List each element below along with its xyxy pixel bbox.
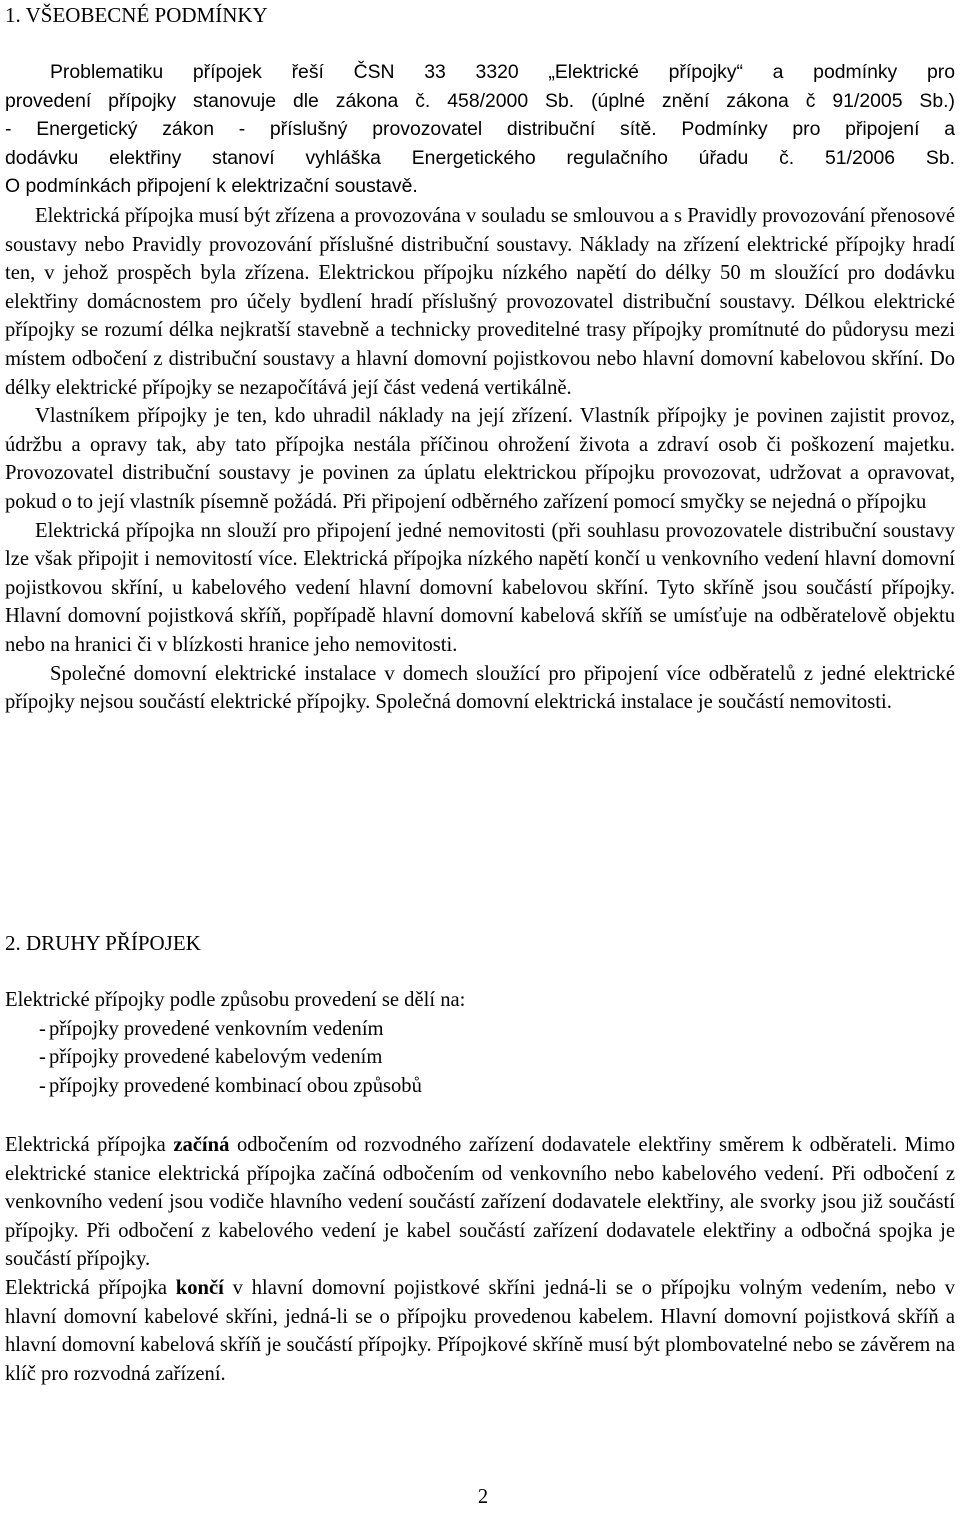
- connection-end-paragraph: [5, 1274, 955, 1388]
- section-1-heading: 1. VŠEOBECNÉ PODMÍNKY: [5, 3, 268, 27]
- paragraph-4: Společné domovní elektrické instalace v domech sloužící pro připojení více odběratelů z jedné elektrické přípojky nejsou součástí elektrické přípojky. Společná domovní elektrická instalace je součástí nemovitosti.: [5, 662, 955, 714]
- list-intro: Elektrické přípojky podle způsobu provedení se dělí na:: [5, 989, 466, 1011]
- paragraph-2: Vlastníkem přípojky je ten, kdo uhradil náklady na její zřízení. Vlastník přípojky je povinen zajistit provoz, údržbu a opravy tak, aby tato přípojka nestála příčinou ohrožení života a zdraví osob či poškození majetku. Provozovatel distribuční soustavy je povinen za úplatu elektrickou přípojku provozovat, udržovat a opravovat, pokud o to její vlastník písemně požádá. Při připojení odběrného zařízení pomocí smyčky se nejedná o přípojku: [5, 405, 955, 513]
- intro-line-2: provedení přípojky stanovuje dle zákona č. 458/2000 Sb. (úplné znění zákona č 91/2005 Sb.): [5, 89, 955, 112]
- list-dash: -: [39, 1074, 46, 1097]
- section-2-body: [5, 1131, 955, 1388]
- end-text-after: v hlavní domovní pojistkové skříni jedná-li se o přípojku volným vedením, nebo v hlavní domovní kabelové skříni, jedná-li se o přípojku provedenou kabelem. Hlavní domovní pojistková skříň a hlavní domovní kabelová skříň je součástí přípojky. Přípojkové skříně musí být plombovatelné nebo se závěrem na klíč pro rozvodná zařízení.: [5, 1276, 955, 1385]
- list-dash: -: [39, 1017, 46, 1040]
- section-1-body: [5, 202, 955, 717]
- page-number: 2: [477, 1486, 489, 1508]
- connection-start-paragraph: [5, 1131, 955, 1274]
- paragraph-3: Elektrická přípojka nn slouží pro připojení jedné nemovitosti (při souhlasu provozovatele distribuční soustavy lze však připojit i nemovitostí více. Elektrická přípojka nízkého napětí končí u venkovního vedení hlavní domovní pojistkovou skříní, u kabelového vedení hlavní domovní kabelovou skříní. Tyto skříně jsou součástí přípojky. Hlavní domovní pojistková skříň, popřípadě hlavní domovní kabelová skříň se umísťuje na odběratelově objektu nebo na hranici či v blízkosti hranice jeho nemovitosti.: [5, 519, 955, 656]
- list-item: [5, 1015, 955, 1044]
- intro-line-5: O podmínkách připojení k elektrizační soustavě.: [5, 175, 418, 198]
- end-keyword: končí: [175, 1276, 224, 1299]
- section-2-heading: 2. DRUHY PŘÍPOJEK: [5, 931, 201, 955]
- section-2-list-block: [5, 986, 955, 1100]
- intro-line-4: dodávku elektřiny stanoví vyhláška Energetického regulačního úřadu č. 51/2006 Sb.: [5, 146, 955, 169]
- list-item-text: přípojky provedené kabelovým vedením: [49, 1046, 383, 1069]
- start-text-after: odbočením od rozvodného zařízení dodavatele elektřiny směrem k odběrateli. Mimo elektrické stanice elektrická přípojka začíná odbočením od venkovního nebo kabelového vedení. Při odbočení z venkovního vedení jsou vodiče hlavního vedení součástí zařízení dodavatele elektřiny, ale svorky jsou již součástí přípojky. Při odbočení z kabelového vedení je kabel součástí zařízení dodavatele elektřiny a odbočná spojka je součástí přípojky.: [5, 1134, 956, 1271]
- list-item-text: přípojky provedené kombinací obou způsobů: [49, 1074, 422, 1097]
- section-1-intro: [5, 58, 955, 201]
- list-dash: -: [39, 1046, 46, 1069]
- paragraph-1: Elektrická přípojka musí být zřízena a provozována v souladu se smlouvou a s Pravidly provozování přenosové soustavy nebo Pravidly provozování příslušné distribuční soustavy. Náklady na zřízení elektrické přípojky hradí ten, v jehož prospěch byla zřízena. Elektrickou přípojku nízkého napětí do délky 50 m sloužící pro dodávku elektřiny domácnostem pro účely bydlení hradí příslušný provozovatel distribuční soustavy. Délkou elektrické přípojky se rozumí délka nejkratší stavebně a technicky proveditelné trasy přípojky promítnuté do půdorysu mezi místem odbočení z distribuční soustavy a hlavní domovní pojistkovou nebo hlavní domovní kabelovou skříní. Do délky elektrické přípojky se nezapočítává její část vedená vertikálně.: [5, 205, 955, 399]
- connection-types-list: [5, 1015, 955, 1101]
- list-item: [5, 1043, 955, 1072]
- list-item-text: přípojky provedené venkovním vedením: [49, 1017, 384, 1040]
- intro-line-1: Problematiku přípojek řeší ČSN 33 3320 „Elektrické přípojky“ a podmínky pro: [50, 61, 955, 83]
- start-keyword: začíná: [173, 1134, 230, 1156]
- list-item: [5, 1072, 955, 1101]
- end-text-before: Elektrická přípojka: [5, 1276, 176, 1299]
- intro-line-3: - Energetický zákon - příslušný provozovatel distribuční sítě. Podmínky pro připojení a: [5, 118, 955, 141]
- start-text-before: Elektrická přípojka: [5, 1134, 174, 1156]
